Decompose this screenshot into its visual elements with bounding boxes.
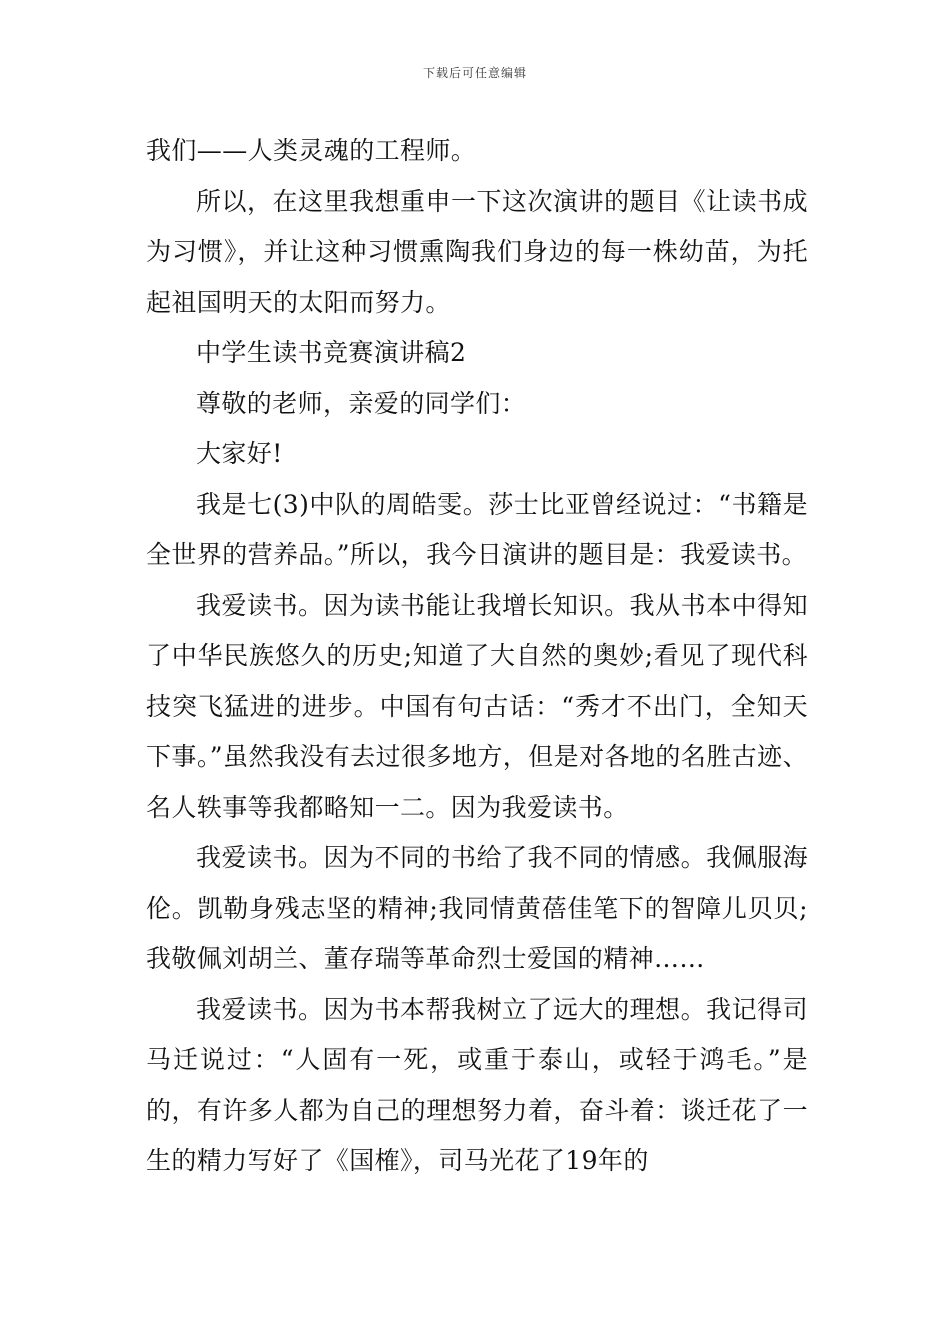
page-header-note: 下载后可任意编辑 — [422, 66, 527, 80]
document-body — [146, 126, 808, 1187]
greeting: 大家好! — [196, 439, 283, 468]
paragraph-continuation: 我们——人类灵魂的工程师。 — [146, 136, 477, 165]
paragraph-speech-title-restated: 所以，在这里我想重申一下这次演讲的题目《让读书成为习惯》，并让这种习惯熏陶我们身边的每一株幼苗，为托起祖国明天的太阳而努力。 — [146, 186, 808, 317]
section-title: 中学生读书竞赛演讲稿2 — [196, 338, 467, 367]
paragraph-ideals: 我爱读书。因为书本帮我树立了远大的理想。我记得司马迁说过：“人固有一死，或重于泰山，或轻于鸿毛。”是的，有许多人都为自己的理想努力着，奋斗着：谈迁花了一生的精力写好了《国榷》，司马光花了19年的 — [146, 994, 808, 1175]
paragraph-emotions: 我爱读书。因为不同的书给了我不同的情感。我佩服海伦。凯勒身残志坚的精神;我同情黄蓓佳笔下的智障儿贝贝;我敬佩刘胡兰、董存瑞等革命烈士爱国的精神…… — [146, 843, 808, 973]
paragraph-knowledge: 我爱读书。因为读书能让我增长知识。我从书本中得知了中华民族悠久的历史;知道了大自然的奥妙;看见了现代科技突飞猛进的进步。中国有句古话：“秀才不出门，全知天下事。”虽然我没有去过很多地方，但是对各地的名胜古迹、名人轶事等我都略知一二。因为我爱读书。 — [146, 590, 808, 822]
salutation: 尊敬的老师，亲爱的同学们： — [196, 388, 527, 418]
paragraph-introduction: 我是七(3)中队的周皓雯。莎士比亚曾经说过：“书籍是全世界的营养品。”所以，我今日演讲的题目是：我爱读书。 — [146, 489, 808, 569]
